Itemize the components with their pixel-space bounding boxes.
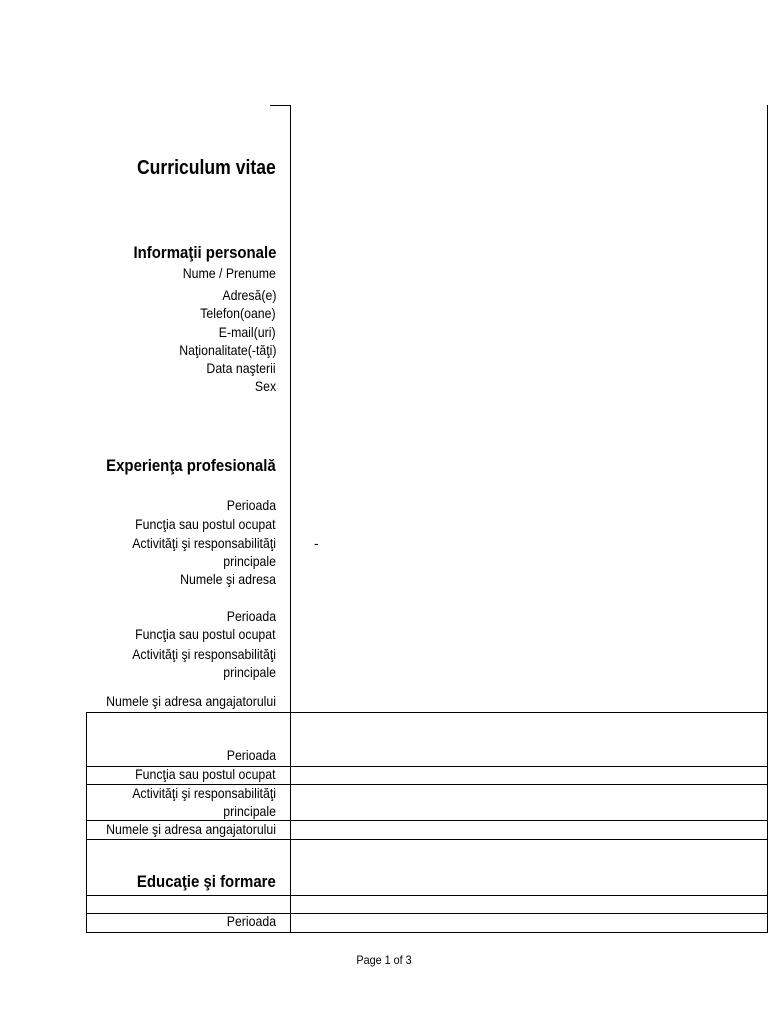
section-heading-education: Educaţie şi formare [137, 872, 276, 891]
page-title: Curriculum vitae [137, 157, 276, 179]
left-border [86, 712, 87, 933]
label-nationality: Naţionalitate(-tăţi) [178, 342, 276, 358]
label-activities: Activităţi şi responsabilităţi principale [132, 785, 276, 819]
section-heading-experience: Experienţa profesională [106, 456, 276, 475]
label-activities: Activităţi şi responsabilităţi principale [132, 646, 276, 680]
label-name: Nume / Prenume [182, 265, 276, 281]
label-sex: Sex [254, 378, 276, 394]
table-line [86, 913, 768, 914]
label-period: Perioada [226, 747, 276, 763]
label-birthdate: Data naşterii [206, 360, 276, 376]
label-phone: Telefon(oane) [200, 305, 276, 321]
section-heading-personal: Informaţii personale [133, 243, 276, 262]
label-period: Perioada [226, 497, 276, 513]
label-period: Perioada [226, 608, 276, 624]
label-employer: Numele şi adresa angajatorului [106, 693, 276, 709]
table-line [86, 895, 768, 896]
page-footer: Page 1 of 3 [356, 953, 412, 967]
label-employer: Numele şi adresa [180, 571, 276, 587]
table-line [86, 839, 768, 840]
label-address: Adresă(e) [221, 287, 276, 303]
column-divider [290, 105, 291, 933]
table-line [86, 712, 768, 713]
activities-dash: - [314, 535, 319, 551]
top-tick [270, 105, 291, 106]
label-position: Funcţia sau postul ocupat [135, 516, 276, 532]
table-line [86, 932, 768, 933]
label-period: Perioada [226, 913, 276, 929]
label-employer: Numele şi adresa angajatorului [106, 821, 276, 837]
label-position: Funcţia sau postul ocupat [135, 626, 276, 642]
label-position: Funcţia sau postul ocupat [135, 766, 276, 782]
label-email: E-mail(uri) [219, 324, 276, 340]
label-activities: Activităţi şi responsabilităţi principale [132, 535, 276, 569]
